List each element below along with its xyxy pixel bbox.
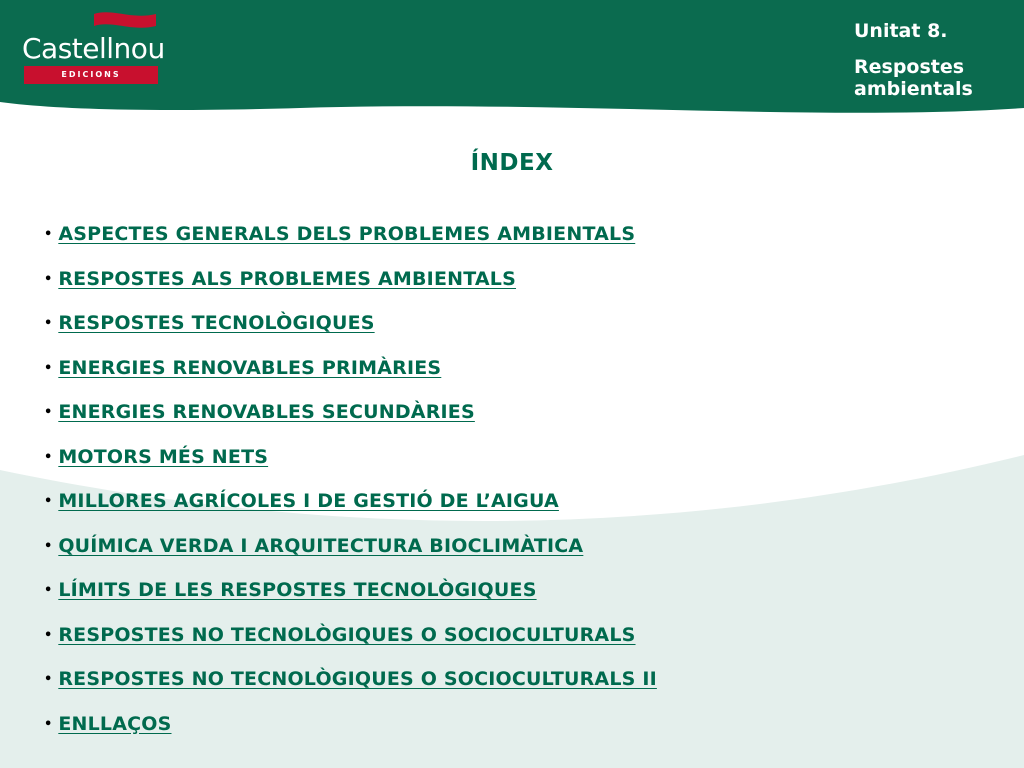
index-item (44, 531, 657, 576)
index-item (44, 486, 657, 531)
bullet-icon: • (44, 316, 53, 331)
index-link[interactable]: RESPOSTES ALS PROBLEMES AMBIENTALS (58, 267, 517, 290)
index-item (44, 442, 657, 487)
bullet-icon: • (44, 360, 53, 376)
bullet-icon: • (44, 716, 53, 732)
logo-wordmark: Castellnou (22, 32, 165, 65)
index-link[interactable]: MOTORS MÉS NETS (58, 445, 269, 468)
index-item (44, 620, 657, 665)
index-item (44, 709, 657, 754)
index-link[interactable]: ENERGIES RENOVABLES SECUNDÀRIES (58, 401, 475, 423)
index-link[interactable]: RESPOSTES NO TECNOLÒGIQUES O SOCIOCULTURALS II (58, 668, 657, 690)
bullet-icon: • (44, 494, 53, 509)
unit-number: Unitat 8. (854, 20, 948, 42)
castellnou-logo (22, 10, 165, 79)
bullet-icon: • (44, 583, 53, 598)
index-link[interactable]: ASPECTES GENERALS DELS PROBLEMES AMBIENTALS (58, 223, 636, 245)
index-item (44, 397, 657, 442)
bullet-icon: • (44, 227, 53, 242)
bullet-icon: • (44, 405, 53, 420)
index-link[interactable]: ENLLAÇOS (58, 712, 172, 735)
index-item (44, 264, 657, 309)
index-item (44, 353, 657, 398)
logo-subtitle: EDICIONS (24, 66, 158, 84)
flag-icon (92, 10, 158, 32)
index-link[interactable]: MILLORES AGRÍCOLES I DE GESTIÓ DE L’AIGUA (58, 490, 559, 512)
index-title: ÍNDEX (470, 150, 554, 176)
unit-header (854, 20, 1019, 100)
bullet-icon: • (44, 627, 53, 643)
index-link[interactable]: LÍMITS DE LES RESPOSTES TECNOLÒGIQUES (58, 579, 537, 601)
index-link[interactable]: RESPOSTES NO TECNOLÒGIQUES O SOCIOCULTURALS (58, 623, 636, 646)
index-link[interactable]: ENERGIES RENOVABLES PRIMÀRIES (58, 356, 442, 379)
index-item (44, 664, 657, 709)
unit-title: Respostes ambientals (854, 56, 973, 100)
index-item (44, 219, 657, 264)
bullet-icon: • (44, 672, 53, 687)
index-link[interactable]: QUÍMICA VERDA I ARQUITECTURA BIOCLIMÀTICA (58, 534, 584, 557)
index-list (44, 219, 657, 753)
bullet-icon: • (44, 271, 53, 287)
index-item (44, 575, 657, 620)
bullet-icon: • (44, 538, 53, 554)
index-item (44, 308, 657, 353)
bullet-icon: • (44, 449, 53, 465)
index-link[interactable]: RESPOSTES TECNOLÒGIQUES (58, 312, 375, 334)
